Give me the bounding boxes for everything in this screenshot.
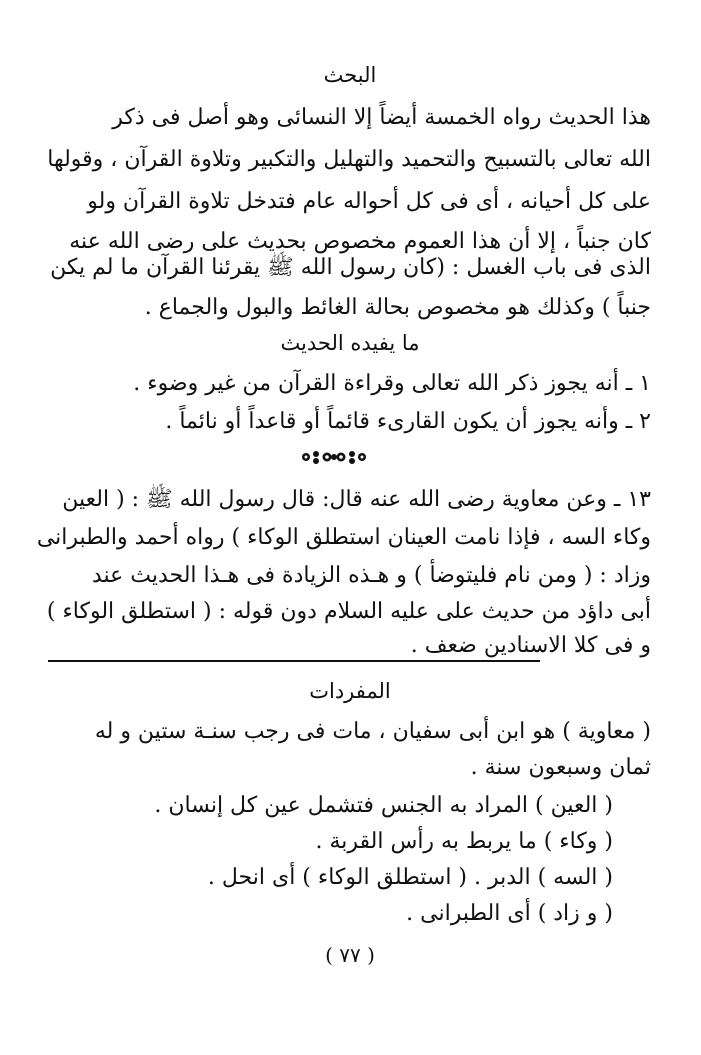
hadith-line-4: أبى داؤد من حديث على عليه السلام دون قوله : ( استطلق الوكاء ) [46, 599, 651, 624]
benefit-line-1: ١ ـ أنه يجوز ذكر الله تعالى وقراءة القرآن من غير وضوء . [133, 371, 651, 396]
page-number: ( ٧٧ ) [325, 943, 375, 967]
vocab-line-4: ( وكاء ) ما يربط به رأس القربة . [315, 829, 613, 854]
vocab-line-2: ثمان وسبعون سنة . [470, 755, 651, 780]
benefit-line-2: ٢ ـ وأنه يجوز أن يكون القارىء قائماً أو قاعداً أو نائماً . [165, 409, 651, 434]
vocab-line-5: ( السه ) الدبر . ( استطلق الوكاء ) أى انحل . [207, 865, 613, 890]
discussion-line-4: كان جنباً ، إلا أن هذا العموم مخصوص بحديث على رضى الله عنه [69, 229, 651, 254]
discussion-line-1: هذا الحديث رواه الخمسة أيضاً إلا النسائى وهو أصل فى ذكر [112, 105, 651, 130]
discussion-line-5: الذى فى باب الغسل : (كان رسول الله ﷺ يقرئنا القرآن ما لم يكن [50, 255, 651, 280]
heading-discussion: البحث [323, 63, 377, 87]
hadith-line-5: و فى كلا الاسنادين ضعف . [410, 633, 651, 658]
discussion-line-3: على كل أحيانه ، أى فى كل أحواله عام فتدخل تلاوة القرآن ولو [87, 189, 651, 214]
footnote-divider [48, 660, 540, 662]
vocab-line-1: ( معاوية ) هو ابن أبى سفيان ، مات فى رجب سنـة ستين و له [94, 719, 651, 744]
heading-vocabulary: المفردات [309, 679, 391, 703]
hadith-line-2: وكاء السه ، فإذا نامت العينان استطلق الوكاء ) رواه أحمد والطبرانى [36, 525, 651, 550]
ornament-divider-icon [300, 446, 368, 468]
discussion-line-6: جنباً ) وكذلك هو مخصوص بحالة الغائط والبول والجماع . [144, 295, 651, 320]
hadith-line-1: ١٣ ـ وعن معاوية رضى الله عنه قال: قال رسول الله ﷺ : ( العين [62, 487, 651, 512]
discussion-line-2: الله تعالى بالتسبيح والتحميد والتهليل والتكبير وتلاوة القرآن ، وقولها [47, 147, 651, 172]
vocab-line-6: ( و زاد ) أى الطبرانى . [406, 901, 613, 926]
hadith-line-3: وزاد : ( ومن نام فليتوضأ ) و هـذه الزيادة فى هـذا الحديث عند [91, 563, 651, 588]
heading-benefits: ما يفيده الحديث [280, 331, 420, 355]
vocab-line-3: ( العين ) المراد به الجنس فتشمل عين كل إنسان . [154, 793, 613, 818]
